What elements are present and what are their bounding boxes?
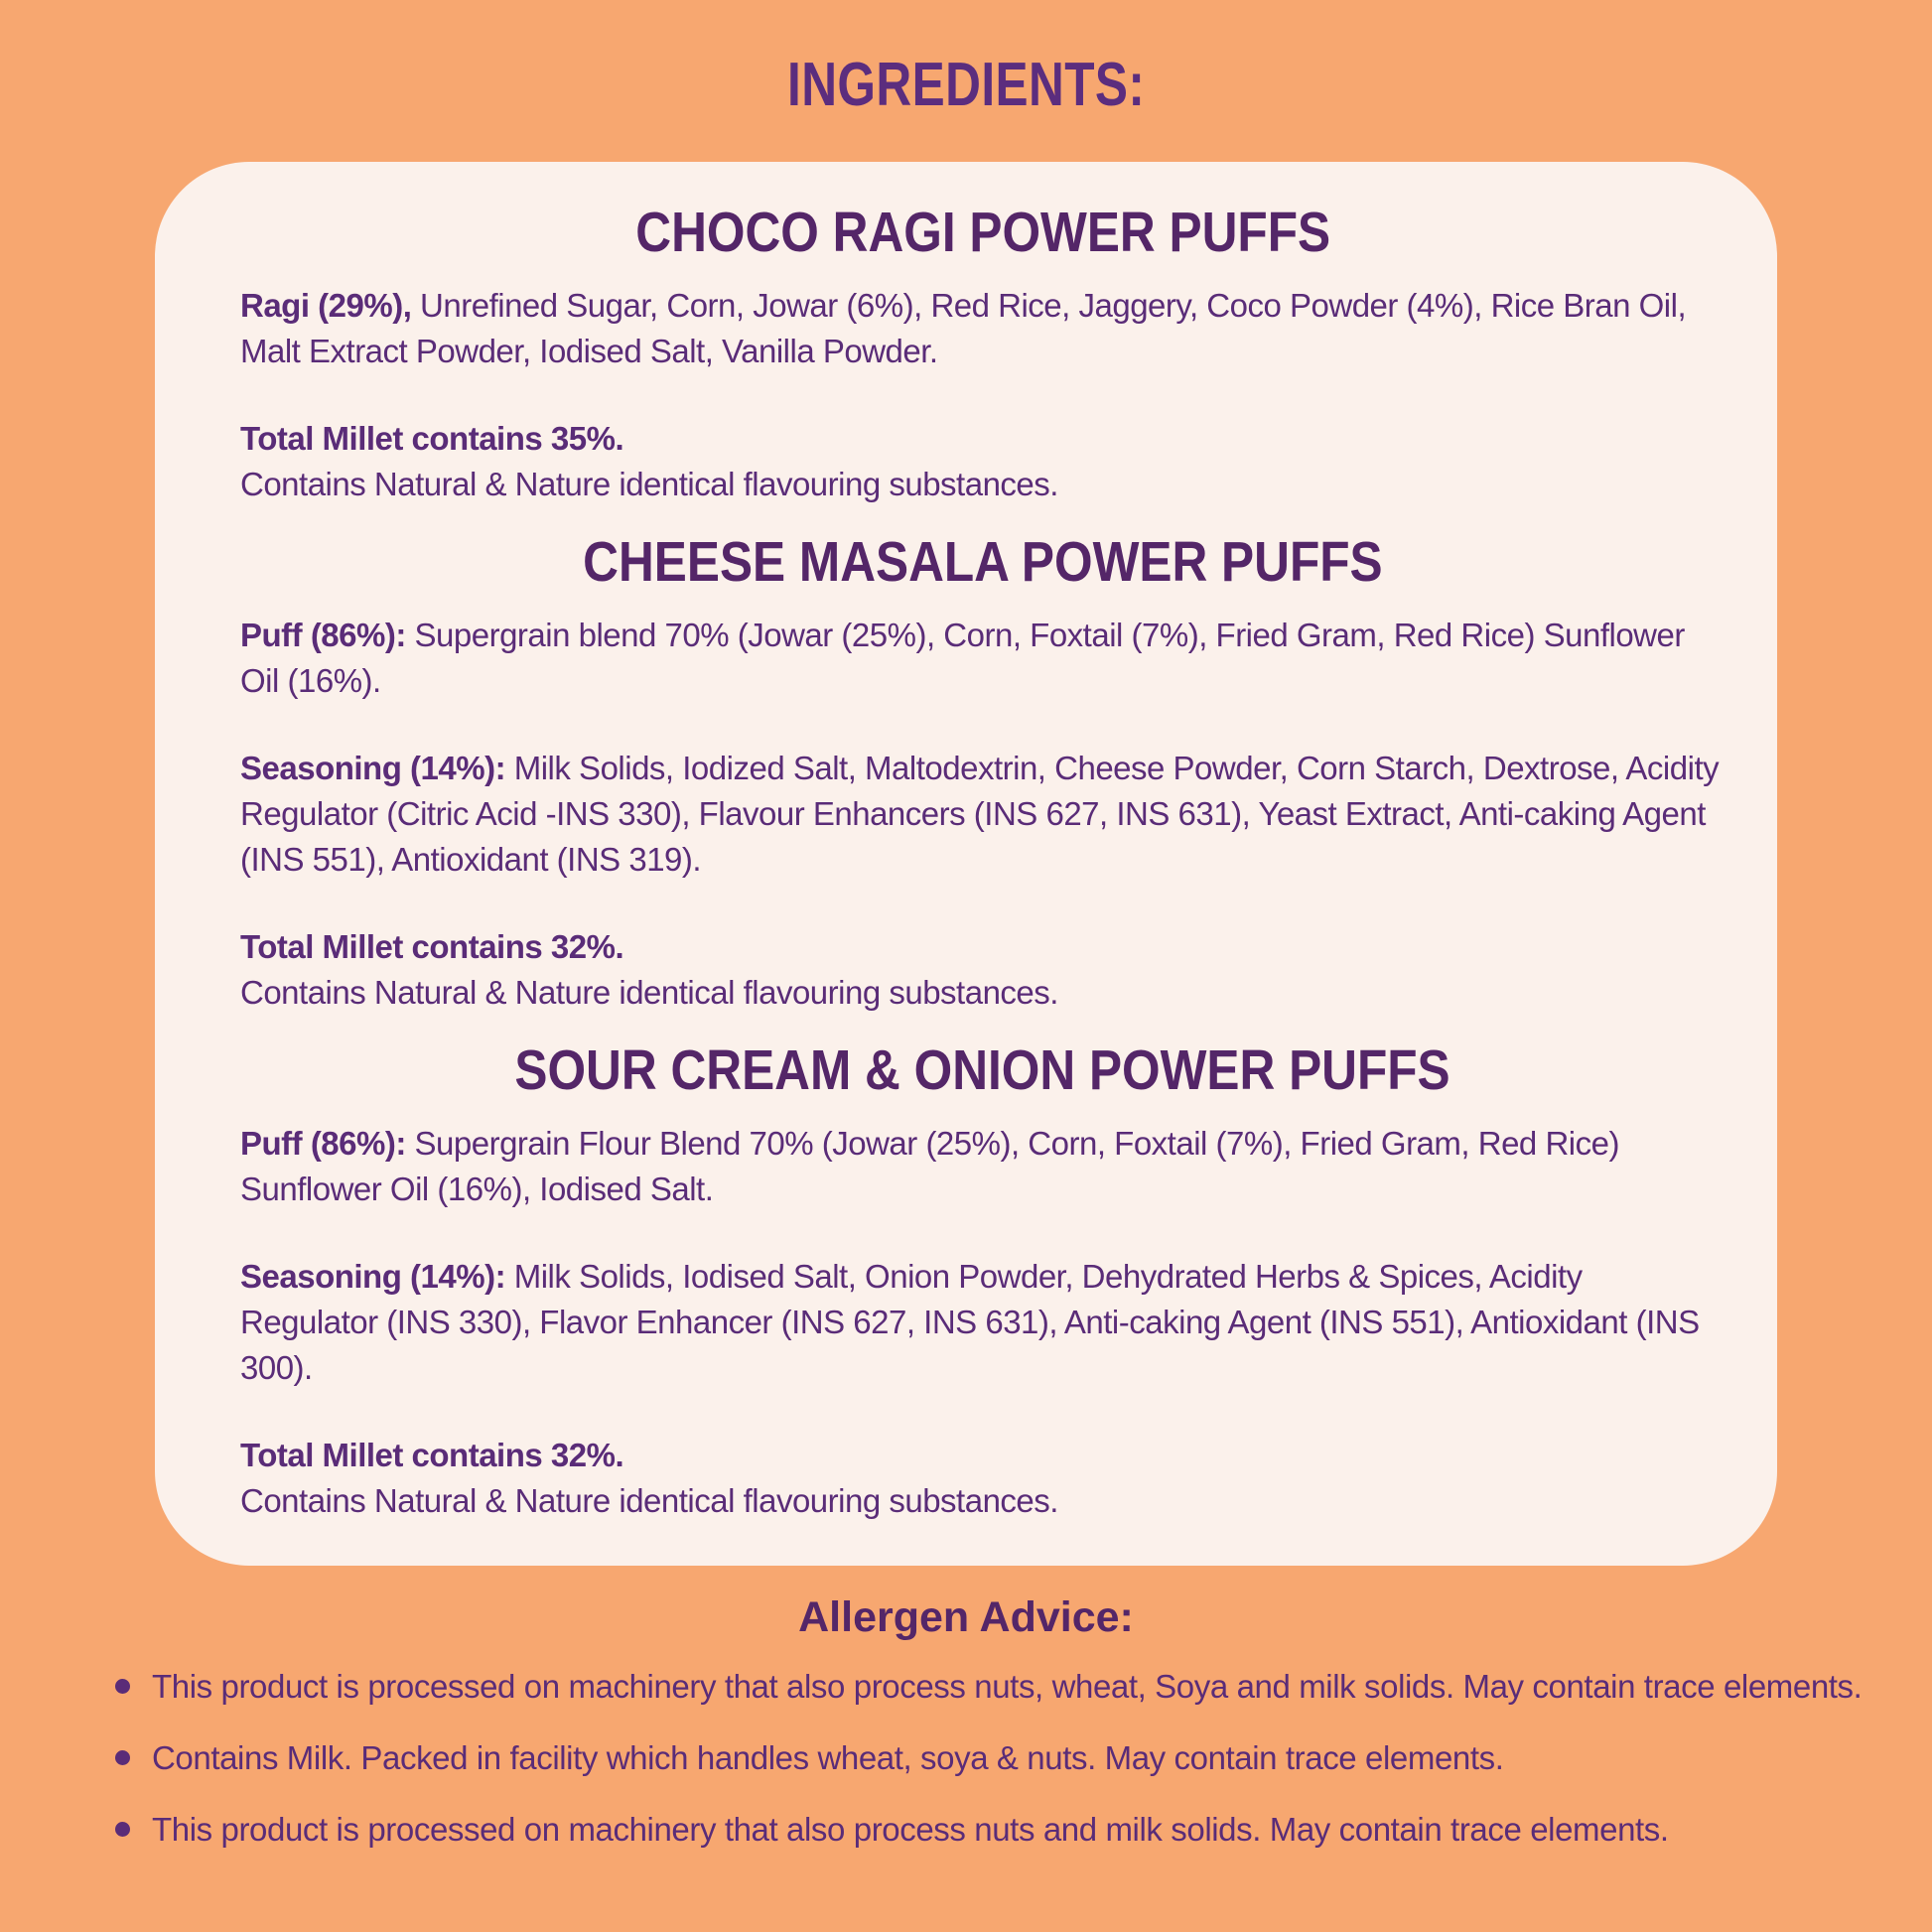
ingredient-lead: Puff (86%): bbox=[240, 617, 406, 653]
page-title-text: INGREDIENTS: bbox=[786, 51, 1146, 119]
bullet-dot-icon bbox=[115, 1679, 130, 1694]
bullet-dot-icon bbox=[115, 1822, 130, 1837]
section-heading-text: SOUR CREAM & ONION POWER PUFFS bbox=[514, 1038, 1451, 1102]
ingredient-paragraph bbox=[240, 283, 1725, 374]
flavouring-note: Contains Natural & Nature identical flavouring substances. bbox=[240, 1482, 1058, 1519]
section-heading-text: CHEESE MASALA POWER PUFFS bbox=[583, 530, 1383, 594]
millet-note: Total Millet contains 32%. bbox=[240, 928, 624, 965]
section-heading-cheese-masala bbox=[240, 529, 1725, 595]
ingredients-card bbox=[155, 162, 1777, 1566]
allergen-bullet-item bbox=[115, 1807, 1892, 1853]
allergen-bullet-list bbox=[0, 1664, 1932, 1853]
allergen-bullet-text: This product is processed on machinery that also process nuts and milk solids. May contain trace elements. bbox=[152, 1811, 1669, 1848]
ingredient-rest: Milk Solids, Iodized Salt, Maltodextrin, Cheese Powder, Corn Starch, Dextrose, Acidity Regulator (Citric Acid -INS 330), Flavour Enhancers (INS 627, INS 631), Yeast Extract, Anti-caking Agent (INS 551), Antioxidant (INS 319). bbox=[240, 750, 1720, 878]
flavouring-note: Contains Natural & Nature identical flavouring substances. bbox=[240, 466, 1058, 502]
ingredient-rest: Supergrain blend 70% (Jowar (25%), Corn, Foxtail (7%), Fried Gram, Red Rice) Sunflower Oil (16%). bbox=[240, 617, 1685, 699]
millet-note: Total Millet contains 35%. bbox=[240, 420, 624, 457]
ingredient-lead: Puff (86%): bbox=[240, 1125, 406, 1162]
section-notes bbox=[240, 416, 1725, 507]
page-title bbox=[0, 0, 1932, 162]
ingredient-rest: Supergrain Flour Blend 70% (Jowar (25%), Corn, Foxtail (7%), Fried Gram, Red Rice) Sunflower Oil (16%), Iodised Salt. bbox=[240, 1125, 1619, 1207]
section-heading-text: CHOCO RAGI POWER PUFFS bbox=[635, 201, 1330, 264]
ingredient-lead: Seasoning (14%): bbox=[240, 750, 506, 786]
section-heading-sour-cream-onion bbox=[240, 1037, 1725, 1103]
ingredient-lead: Ragi (29%), bbox=[240, 287, 412, 324]
allergen-bullet-text: Contains Milk. Packed in facility which handles wheat, soya & nuts. May contain trace elements. bbox=[152, 1739, 1504, 1776]
allergen-bullet-text: This product is processed on machinery that also process nuts, wheat, Soya and milk solids. May contain trace elements. bbox=[152, 1668, 1863, 1705]
ingredient-paragraph bbox=[240, 746, 1725, 883]
ingredient-lead: Seasoning (14%): bbox=[240, 1258, 506, 1295]
section-choco-ragi bbox=[240, 200, 1725, 507]
section-cheese-masala bbox=[240, 529, 1725, 1016]
section-notes bbox=[240, 924, 1725, 1016]
ingredient-rest: Unrefined Sugar, Corn, Jowar (6%), Red Rice, Jaggery, Coco Powder (4%), Rice Bran Oil, Malt Extract Powder, Iodised Salt, Vanilla Powder. bbox=[240, 287, 1687, 369]
allergen-bullet-item bbox=[115, 1664, 1892, 1710]
ingredient-rest: Milk Solids, Iodised Salt, Onion Powder, Dehydrated Herbs & Spices, Acidity Regulator (INS 330), Flavor Enhancer (INS 627, INS 631), Anti-caking Agent (INS 551), Antioxidant (INS 300). bbox=[240, 1258, 1700, 1386]
flavouring-note: Contains Natural & Nature identical flavouring substances. bbox=[240, 974, 1058, 1011]
millet-note: Total Millet contains 32%. bbox=[240, 1437, 624, 1473]
bullet-dot-icon bbox=[115, 1750, 130, 1765]
allergen-bullet-item bbox=[115, 1735, 1892, 1781]
allergen-advice-section bbox=[0, 1593, 1932, 1853]
section-heading-choco-ragi bbox=[240, 200, 1725, 265]
section-notes bbox=[240, 1433, 1725, 1524]
ingredient-paragraph bbox=[240, 1121, 1725, 1212]
ingredient-paragraph bbox=[240, 1254, 1725, 1391]
section-sour-cream-onion bbox=[240, 1037, 1725, 1524]
ingredient-paragraph bbox=[240, 613, 1725, 704]
allergen-heading: Allergen Advice: bbox=[798, 1593, 1134, 1641]
